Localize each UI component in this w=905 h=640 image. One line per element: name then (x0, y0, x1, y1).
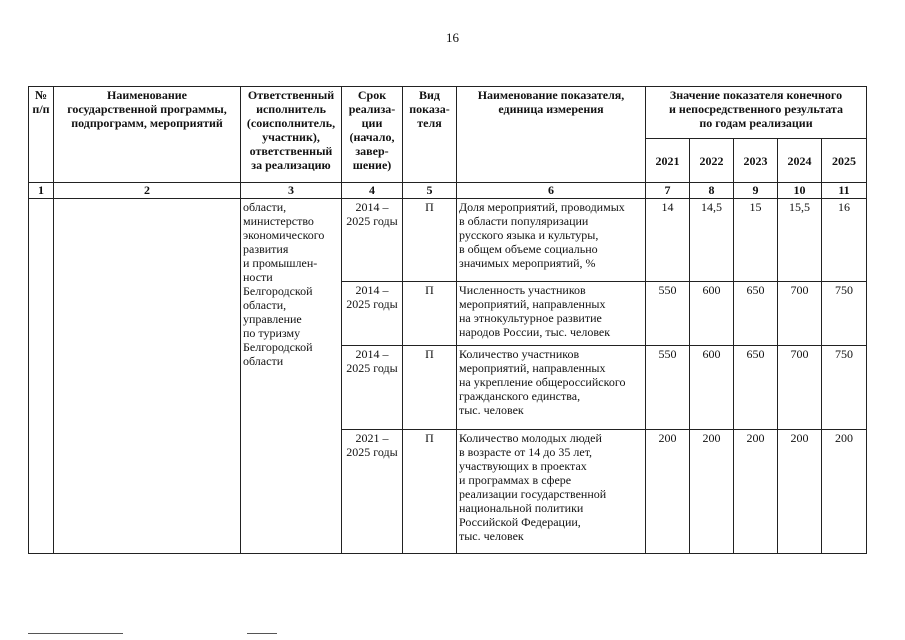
value-cell: 600 (690, 346, 734, 430)
value-cell: 15,5 (778, 199, 822, 282)
type-cell: П (403, 346, 457, 430)
value-cell: 650 (734, 282, 778, 346)
indicator-cell: Количество участников мероприятий, направленных на укрепление общероссийского гражданского единства, тыс. человек (457, 346, 646, 430)
type-cell: П (403, 282, 457, 346)
header-term: Срок реализа- ции (начало, завер- шение) (342, 87, 403, 183)
header-type: Вид показа- теля (403, 87, 457, 183)
value-cell: 750 (822, 282, 867, 346)
column-number: 5 (403, 183, 457, 199)
value-cell: 600 (690, 282, 734, 346)
header-year: 2022 (690, 139, 734, 183)
column-number: 10 (778, 183, 822, 199)
value-cell: 200 (822, 430, 867, 554)
column-number: 1 (29, 183, 54, 199)
column-number: 4 (342, 183, 403, 199)
page-number: 16 (446, 30, 459, 45)
value-cell: 550 (646, 282, 690, 346)
table-row (29, 199, 867, 282)
value-cell: 650 (734, 346, 778, 430)
term-cell: 2014 – 2025 годы (342, 346, 403, 430)
column-number: 3 (241, 183, 342, 199)
header-num: № п/п (29, 87, 54, 183)
header-values-group: Значение показателя конечного и непосредственного результата по годам реализации (646, 87, 867, 139)
value-cell: 16 (822, 199, 867, 282)
program-cell (54, 199, 241, 554)
value-cell: 700 (778, 282, 822, 346)
column-number: 11 (822, 183, 867, 199)
value-cell: 14,5 (690, 199, 734, 282)
header-year: 2025 (822, 139, 867, 183)
indicators-table (28, 86, 867, 554)
value-cell: 750 (822, 346, 867, 430)
indicator-cell: Численность участников мероприятий, направленных на этнокультурное развитие народов России, тыс. человек (457, 282, 646, 346)
header-executor: Ответственный исполнитель (соисполнитель, участник), ответственный за реализацию (241, 87, 342, 183)
column-number: 2 (54, 183, 241, 199)
value-cell: 550 (646, 346, 690, 430)
term-cell: 2014 – 2025 годы (342, 282, 403, 346)
column-number: 7 (646, 183, 690, 199)
value-cell: 200 (734, 430, 778, 554)
value-cell: 14 (646, 199, 690, 282)
column-number: 9 (734, 183, 778, 199)
column-number: 8 (690, 183, 734, 199)
value-cell: 200 (646, 430, 690, 554)
header-program: Наименование государственной программы, подпрограмм, мероприятий (54, 87, 241, 183)
value-cell: 200 (690, 430, 734, 554)
term-cell: 2014 – 2025 годы (342, 199, 403, 282)
executor-cell: области, министерство экономического развития и промышлен- ности Белгородской области, управление по туризму Белгородской области (241, 199, 342, 554)
indicator-cell: Количество молодых людей в возрасте от 14 до 35 лет, участвующих в проектах и программах в сфере реализации государственной национальной политики Российской Федерации, тыс. человек (457, 430, 646, 554)
header-year: 2023 (734, 139, 778, 183)
header-indicator: Наименование показателя, единица измерения (457, 87, 646, 183)
value-cell: 200 (778, 430, 822, 554)
indicator-cell: Доля мероприятий, проводимых в области популяризации русского языка и культуры, в общем объеме социально значимых мероприятий, % (457, 199, 646, 282)
type-cell: П (403, 199, 457, 282)
term-cell: 2021 – 2025 годы (342, 430, 403, 554)
num-cell (29, 199, 54, 554)
footer-rule (28, 633, 123, 634)
column-number: 6 (457, 183, 646, 199)
type-cell: П (403, 430, 457, 554)
value-cell: 700 (778, 346, 822, 430)
header-year: 2021 (646, 139, 690, 183)
value-cell: 15 (734, 199, 778, 282)
header-year: 2024 (778, 139, 822, 183)
footer-rule (247, 633, 277, 634)
